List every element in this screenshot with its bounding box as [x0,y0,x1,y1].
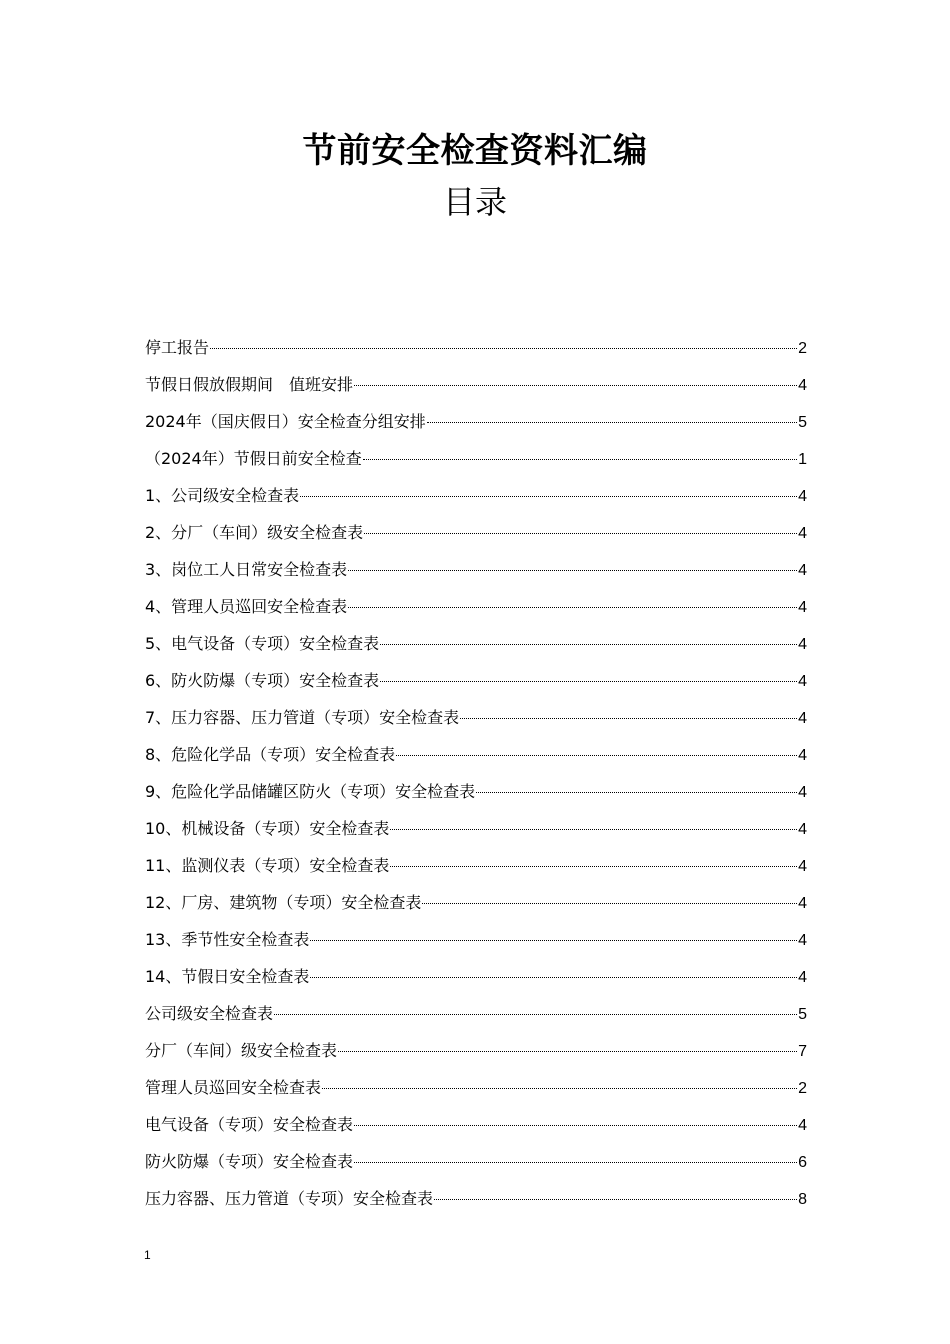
toc-entry-title: 压力容器、压力管道（专项）安全检查表 [145,1189,434,1208]
toc-entry-title: 1、公司级安全检查表 [145,486,300,505]
toc-entry[interactable] [145,703,807,740]
toc-entry-title: 12、厂房、建筑物（专项）安全检查表 [145,893,422,912]
toc-entry-page-number: 4 [798,377,807,394]
toc-entry-page-number: 4 [798,599,807,616]
toc-entry-page-number: 4 [798,821,807,838]
page-number: 1 [144,1248,151,1262]
toc-entry-title: 防火防爆（专项）安全检查表 [145,1152,354,1171]
toc-entry[interactable] [145,814,807,851]
toc-entry-title: 停工报告 [145,338,210,357]
toc-dot-leader [210,348,797,349]
toc-entry-page-number: 4 [798,1117,807,1134]
toc-dot-leader [348,607,797,608]
toc-entry[interactable] [145,555,807,592]
toc-dot-leader [434,1199,797,1200]
toc-dot-leader [322,1088,797,1089]
toc-entry-title: 管理人员巡回安全检查表 [145,1078,322,1097]
toc-dot-leader [390,829,797,830]
toc-entry-title: 11、监测仪表（专项）安全检查表 [145,856,390,875]
toc-entry[interactable] [145,1073,807,1110]
toc-dot-leader [427,422,797,423]
toc-entry-title: 节假日假放假期间 值班安排 [145,375,354,394]
toc-entry-title: 8、危险化学品（专项）安全检查表 [145,745,396,764]
toc-dot-leader [380,681,797,682]
toc-entry-title: 2024年（国庆假日）安全检查分组安排 [145,412,426,431]
toc-dot-leader [274,1014,797,1015]
toc-dot-leader [310,940,797,941]
toc-entry[interactable] [145,629,807,666]
toc-entry-page-number: 6 [798,1154,807,1171]
toc-entry[interactable] [145,925,807,962]
toc-entry-title: 4、管理人员巡回安全检查表 [145,597,348,616]
toc-entry-page-number: 4 [798,932,807,949]
toc-entry-title: 电气设备（专项）安全检查表 [145,1115,354,1134]
toc-dot-leader [364,533,797,534]
toc-entry[interactable] [145,888,807,925]
toc-entry-page-number: 4 [798,969,807,986]
toc-entry-title: 9、危险化学品储罐区防火（专项）安全检查表 [145,782,476,801]
toc-dot-leader [354,1125,797,1126]
toc-entry-page-number: 2 [798,1080,807,1097]
toc-entry-title: 5、电气设备（专项）安全检查表 [145,634,380,653]
document-title: 节前安全检查资料汇编 [302,131,648,171]
toc-entry[interactable] [145,481,807,518]
toc-entry[interactable] [145,740,807,777]
toc-entry[interactable] [145,444,807,481]
toc-entry-page-number: 4 [798,562,807,579]
toc-dot-leader [380,644,797,645]
toc-entry-page-number: 5 [798,414,807,431]
toc-entry[interactable] [145,1110,807,1147]
toc-entry-page-number: 2 [798,340,807,357]
toc-entry-page-number: 4 [798,784,807,801]
toc-entry[interactable] [145,962,807,999]
toc-entry[interactable] [145,407,807,444]
toc-dot-leader [354,1162,797,1163]
toc-entry-title: 2、分厂（车间）级安全检查表 [145,523,364,542]
toc-entry-title: 公司级安全检查表 [145,1004,274,1023]
toc-entry[interactable] [145,333,807,370]
toc-entry-page-number: 8 [798,1191,807,1208]
toc-entry-title: 13、季节性安全检查表 [145,930,310,949]
toc-entry-page-number: 5 [798,1006,807,1023]
toc-dot-leader [338,1051,797,1052]
toc-entry[interactable] [145,851,807,888]
toc-entry-page-number: 4 [798,525,807,542]
toc-entry-page-number: 4 [798,673,807,690]
toc-dot-leader [422,903,797,904]
toc-entry-page-number: 4 [798,488,807,505]
toc-entry[interactable] [145,1184,807,1221]
toc-entry[interactable] [145,1147,807,1184]
toc-entry[interactable] [145,370,807,407]
toc-entry-title: 6、防火防爆（专项）安全检查表 [145,671,380,690]
toc-dot-leader [354,385,797,386]
toc-dot-leader [300,496,797,497]
toc-entry-page-number: 7 [798,1043,807,1060]
toc-dot-leader [310,977,797,978]
toc-dot-leader [390,866,797,867]
toc-entry-page-number: 4 [798,858,807,875]
toc-entry[interactable] [145,592,807,629]
toc-entry-title: 10、机械设备（专项）安全检查表 [145,819,390,838]
toc-entry[interactable] [145,999,807,1036]
toc-heading: 目录 [442,183,507,221]
toc-dot-leader [396,755,797,756]
toc-entry[interactable] [145,1036,807,1073]
toc-entry-page-number: 1 [798,451,807,468]
toc-entry-page-number: 4 [798,636,807,653]
toc-entry[interactable] [145,777,807,814]
toc-dot-leader [363,459,797,460]
toc-entry-title: （2024年）节假日前安全检查 [145,449,362,468]
toc-entry[interactable] [145,518,807,555]
toc-dot-leader [476,792,797,793]
toc-dot-leader [460,718,797,719]
toc-entry-page-number: 4 [798,895,807,912]
toc-entry[interactable] [145,666,807,703]
toc-entry-title: 3、岗位工人日常安全检查表 [145,560,348,579]
toc-entry-page-number: 4 [798,710,807,727]
toc-dot-leader [348,570,797,571]
toc-entry-title: 7、压力容器、压力管道（专项）安全检查表 [145,708,460,727]
toc-entry-title: 14、节假日安全检查表 [145,967,310,986]
table-of-contents [145,333,807,1221]
toc-entry-page-number: 4 [798,747,807,764]
toc-entry-title: 分厂（车间）级安全检查表 [145,1041,338,1060]
